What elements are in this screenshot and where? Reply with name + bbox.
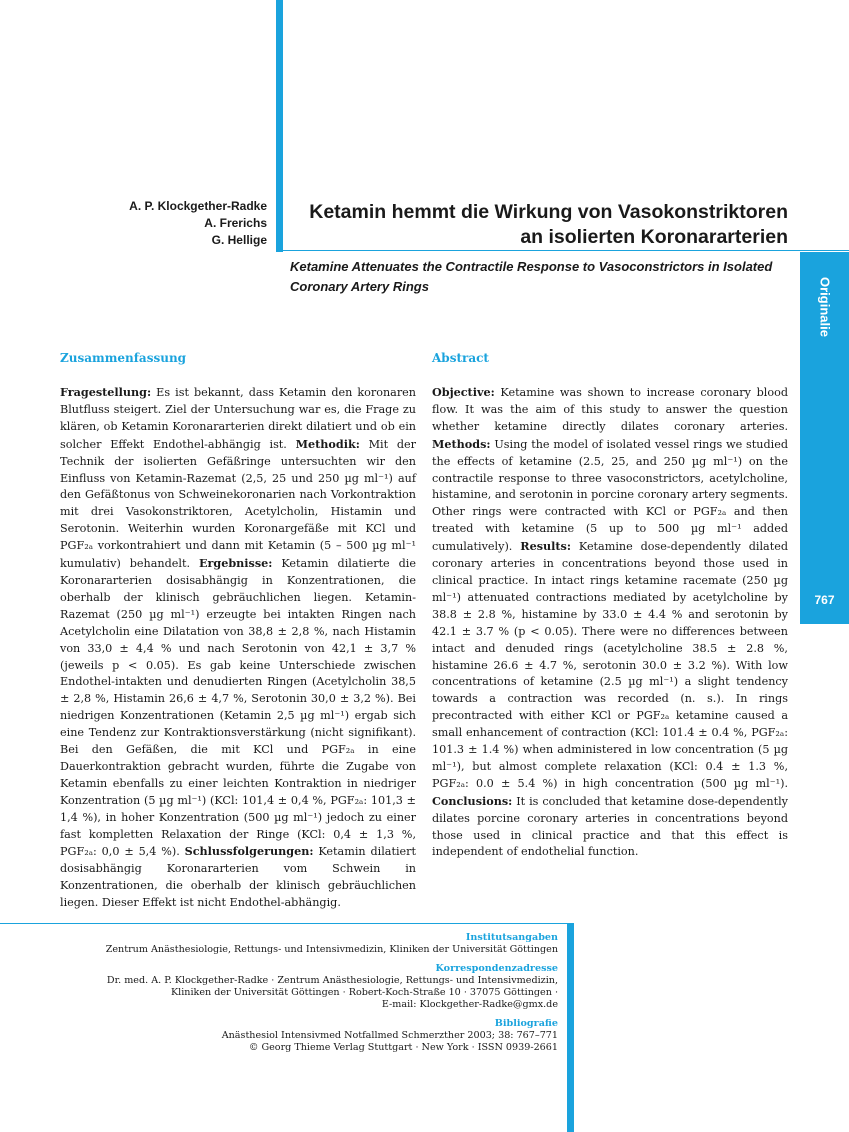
bibliography-line: © Georg Thieme Verlag Stuttgart · New York · ISSN 0939-2661 [248,1042,558,1054]
section-text: Mit der Technik der isolierten Gefäßringe untersuchten wir den Einfluss von Ketamin-Razemat (2,5, 25 und 250 µg ml⁻¹) auf den Gefäßtonus von Schweinekoronarien nach Vorkontraktion mit drei Vasokonstriktoren, Acetylcholin, Histamin und Serotonin. Weiterhin wurden Koronargefäße mit KCl und PGF₂ₐ vorkontrahiert und dann mit Ketamin (5 – 500 µg ml⁻¹ kumulativ) behandelt. [60,437,416,571]
author-name: A. Frerichs [204,216,267,230]
bottom-vertical-rule [567,924,574,1132]
correspondence-line: Dr. med. A. P. Klockgether-Radke · Zentrum Anästhesiologie, Rettungs- und Intensivmedizin, [106,974,558,986]
section-label: Objective: [432,385,495,399]
article-info-footer [60,932,558,1055]
zusammenfassung-body [60,384,416,912]
author-name: G. Hellige [211,233,267,247]
category-label: Originalie [817,277,832,337]
section-label: Methodik: [295,436,360,451]
section-text: Es ist bekannt, dass Ketamin den koronaren Blutfluss steigert. Ziel der Untersuchung war es, die Frage zu klären, ob Ketamin Koronararterien direkt dilatiert und ob ein solcher Effekt Endothel-abhängig ist. [60,386,416,451]
abstract-body [432,384,788,861]
section-text: Ketamin dilatiert dosisabhängig Koronararterien vom Schwein in Konzentrationen, die oberhalb der klinisch gebräuchlichen liegen. Dieser Effekt ist nicht Endothel-abhängig. [60,845,416,910]
section-label: Results: [520,539,571,554]
article-subtitle [290,257,790,297]
section-text: It is concluded that ketamine dose-dependently dilates porcine coronary arteries in concentrations beyond those used in clinical practice and that this effect is independent of endothelial function. [432,794,788,859]
section-text: Ketamine was shown to increase coronary blood flow. It was the aim of this study to answer the question whether ketamine directly dilates coronary arteries. [432,386,788,433]
section-label: Fragestellung: [60,385,152,399]
correspondence-heading: Korrespondenzadresse [435,962,558,974]
article-title [290,200,788,250]
institution-heading: Institutsangaben [465,932,558,943]
section-text: Ketamine dose-dependently dilated coronary arteries in concentrations beyond those used in clinical practice. In intact rings ketamine racemate (250 µg ml⁻¹) attenuated contractions mediated by acetylcholine by 38.8 ± 2.8 %, histamine by 33.0 ± 4.4 % and serotonin by 42.1 ± 3.7 % (p < 0.05). There were no differences between intact and denuded rings (acetylcholine 38.5 ± 2.8 %, histamine 26.6 ± 4.7 %, serotonin 30.0 ± 3.2 %). With low concentrations of ketamine (2.5 µg ml⁻¹) a slight tendency towards a contraction was recorded (n. s.). In rings precontracted with either KCl or PGF₂ₐ ketamine caused a small enhancement of contraction (KCl: 101.4 ± 0.4 %, PGF₂ₐ: 101.3 ± 1.4 %) when administered in low concentration (5 µg ml⁻¹), but almost complete relaxation (KCl: 0.4 ± 1.3 %, PGF₂ₐ: 0.0 ± 5.4 %) in high concentration (500 µg ml⁻¹). [432,540,788,790]
section-label: Methods: [432,436,491,451]
page-number: 767 [814,593,835,607]
subtitle-line: Coronary Artery Rings [290,279,429,294]
section-text: Ketamin dilatierte die Koronararterien dosisabhängig in Konzentrationen, die oberhalb der klinisch gebräuchlichen liegen. Ketamin-Razemat (250 µg ml⁻¹) erzeugte bei intakten Ringen nach Acetylcholin eine Dilatation von 38,8 ± 2,8 %, nach Histamin von 33,0 ± 4,4 % und nach Serotonin von 42,1 ± 3,7 % (jeweils p < 0.05). Es gab keine Unterschiede zwischen Endothel-intakten und denudierten Ringen (Acetylcholin 38,5 ± 2,8 %, Histamin 26,6 ± 4,7 %, Serotonin 30,0 ± 3,2 %). Bei niedrigen Konzentrationen (Ketamin 2,5 µg ml⁻¹) ergab sich eine Tendenz zur Kontraktionsverstärkung (nicht signifikant). Bei den Gefäßen, die mit KCl und PGF₂ₐ in eine Dauerkontraktion gebracht wurden, führte die Zugabe von Ketamin ebenfalls zu einer leichten Kontraktion in niedriger Konzentration (5 µg ml⁻¹) (KCl: 101,4 ± 0,4 %, PGF₂ₐ: 101,3 ± 1,4 %), in hoher Konzentration (500 µg ml⁻¹) jedoch zu einer fast kompletten Relaxation der Ringe (KCl: 0,4 ± 1,3 %, PGF₂ₐ: 0,0 ± 5,4 %). [60,557,416,859]
abstract-heading: Abstract [432,351,489,365]
author-list [60,198,267,249]
institution-text: Zentrum Anästhesiologie, Rettungs- und Intensivmedizin, Kliniken der Universität Göttingen [105,944,558,956]
section-text: Using the model of isolated vessel rings we studied the effects of ketamine (2.5, 25, and 250 µg ml⁻¹) on the contractile response to three vasoconstrictors, acetylcholine, histamine, and serotonin in porcine coronary artery segments. Other rings were contracted with KCl or PGF₂ₐ and then treated with ketamine (5 up to 500 µg ml⁻¹ added cumulatively). [432,437,788,554]
title-line: Ketamin hemmt die Wirkung von Vasokonstriktoren [309,201,788,223]
correspondence-email[interactable]: E-mail: Klockgether-Radke@gmx.de [381,999,558,1011]
section-label: Conclusions: [432,793,513,808]
subtitle-line: Ketamine Attenuates the Contractile Response to Vasoconstrictors in Isolated [290,259,773,274]
footer-rule [0,923,574,924]
category-label-box [800,252,849,362]
header-rule [283,250,849,251]
author-name: A. P. Klockgether-Radke [129,199,267,213]
title-line: an isolierten Koronararterien [520,226,788,248]
correspondence-line: Kliniken der Universität Göttingen · Robert-Koch-Straße 10 · 37075 Göttingen · [170,987,558,999]
top-vertical-rule [276,0,283,252]
section-label: Ergebnisse: [198,556,273,571]
section-label: Schlussfolgerungen: [184,844,314,859]
zusammenfassung-heading: Zusammenfassung [60,351,187,365]
bibliography-heading: Bibliografie [494,1017,558,1029]
bibliography-line: Anästhesiol Intensivmed Notfallmed Schmerzther 2003; 38: 767–771 [221,1030,558,1042]
